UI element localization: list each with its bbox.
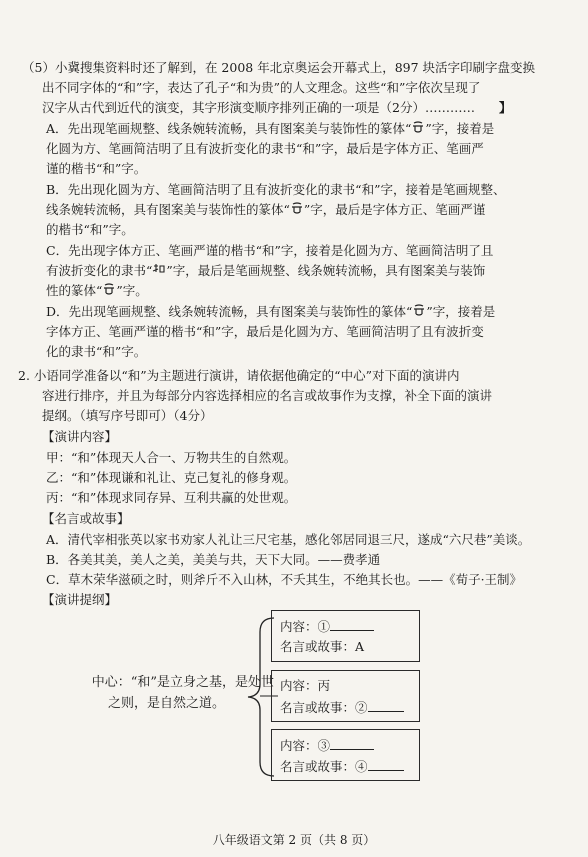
q2-line-3: 提纲。（填写序号即可）（4分） <box>42 408 213 423</box>
option-c-line-2 <box>46 262 485 279</box>
option-b-text-2: ”字，最后是字体方正、笔画严谨 <box>303 202 486 217</box>
option-b-line-1: B．先出现化圆为方、笔画简洁明了且有波折变化的隶书“和”字，接着是笔画规整、 <box>46 182 506 197</box>
quote-a: A．清代宰相张英以家书劝家人礼让三尺宅基，感化邻居同退三尺，遂成“六尺巷”美谈。 <box>46 532 531 547</box>
option-b-line-2 <box>46 201 485 218</box>
option-a-line-1 <box>46 120 494 137</box>
outline-box-1 <box>271 610 420 662</box>
content-yi: 乙：“和”体现谦和礼让、克己复礼的修身观。 <box>46 470 297 485</box>
option-d-text-1: D．先出现笔画规整、线条婉转流畅，具有图案美与装饰性的篆体“ <box>46 304 413 319</box>
q5-line-1: （5）小冀搜集资料时还了解到，在 2008 年北京奥运会开幕式上，897 块活字印刷字盘变换 <box>22 60 536 75</box>
box-2-quote-label: 名言或故事：② <box>280 700 368 715</box>
box-2-quote <box>280 698 404 716</box>
blank-1[interactable] <box>330 617 374 631</box>
content-jia: 甲：“和”体现天人合一、万物共生的自然观。 <box>46 450 297 465</box>
box-3-quote-label: 名言或故事：④ <box>280 759 368 774</box>
q5-line-2: 出不同字体的“和”字，表达了孔子“和为贵”的人文理念。这些“和”字依次呈现了 <box>42 80 481 95</box>
blank-4[interactable] <box>368 757 404 771</box>
clerical-script-glyph <box>152 262 166 274</box>
speech-content-heading: 【演讲内容】 <box>42 429 118 444</box>
seal-script-glyph <box>412 303 426 315</box>
quote-heading: 【名言或故事】 <box>42 511 130 526</box>
content-bing: 丙：“和”体现求同存异、互利共赢的处世观。 <box>46 490 297 505</box>
option-a-text-1: A．先出现笔画规整、线条婉转流畅，具有图案美与装饰性的篆体“ <box>46 121 412 136</box>
page-footer: 八年级语文第 2 页（共 8 页） <box>212 833 376 847</box>
box-3-quote <box>280 757 404 775</box>
q5-line-3: 汉字从古代到近代的演变，其字形演变顺序排列正确的一项是（2分）………… <box>42 100 475 115</box>
outline-box-3 <box>271 729 420 781</box>
seal-script-glyph <box>290 201 304 213</box>
box-3-content-label: 内容：③ <box>280 738 331 753</box>
option-c-text-1: 有波折变化的隶书“ <box>46 263 153 278</box>
option-c-text-3: 性的篆体“ <box>46 283 103 298</box>
seal-script-glyph <box>102 282 116 294</box>
outline-box-2 <box>271 670 420 722</box>
answer-bracket: 】 <box>499 100 512 115</box>
box-1-content-label: 内容：① <box>280 619 331 634</box>
option-c-text-2: ”字，最后是笔画规整、线条婉转流畅，具有图案美与装饰 <box>166 263 486 278</box>
q2-line-1: 2. 小语同学准备以“和”为主题进行演讲，请依据他确定的“中心”对下面的演讲内 <box>18 368 460 383</box>
outline-heading: 【演讲提纲】 <box>42 592 118 607</box>
box-3-content <box>280 736 374 754</box>
option-d-line-2: 字体方正、笔画严谨的楷书“和”字，最后是化圆为方、笔画简洁明了且有波折变 <box>46 324 484 339</box>
box-1-quote: 名言或故事：A <box>280 639 365 654</box>
option-c-text-4: ”字。 <box>116 283 148 298</box>
quote-b: B．各美其美，美人之美，美美与共，天下大同。——费孝通 <box>46 552 381 567</box>
option-d-line-1 <box>46 303 495 320</box>
outline-center-line-2: 之则，是自然之道。 <box>107 696 225 711</box>
quote-c: C．草木荣华滋硕之时，则斧斤不入山林，不夭其生，不绝其长也。——《荀子·王制》 <box>46 572 523 587</box>
option-d-text-2: ”字，接着是 <box>426 304 496 319</box>
option-b-text-1: 线条婉转流畅，具有图案美与装饰性的篆体“ <box>46 202 290 217</box>
blank-3[interactable] <box>330 736 374 750</box>
q2-line-2: 容进行排序，并且为每部分内容选择相应的名言或故事作为支撑，补全下面的演讲 <box>42 388 493 403</box>
option-c-line-3 <box>46 282 148 299</box>
option-b-line-3: 的楷书“和”字。 <box>46 222 134 237</box>
option-a-line-2: 化圆为方、笔画简洁明了且有波折变化的隶书“和”字，最后是字体方正、笔画严 <box>46 141 484 156</box>
box-1-content <box>280 617 374 635</box>
box-2-content: 内容：丙 <box>280 678 331 693</box>
option-a-text-2: ”字，接着是 <box>425 121 495 136</box>
outline-center-line-1: 中心：“和”是立身之基，是处世 <box>91 675 274 690</box>
blank-2[interactable] <box>368 698 404 712</box>
option-d-line-3: 化的隶书“和”字。 <box>46 344 147 359</box>
option-a-line-3: 谨的楷书“和”字。 <box>46 161 147 176</box>
seal-script-glyph <box>411 120 425 132</box>
option-c-line-1: C．先出现字体方正、笔画严谨的楷书“和”字，接着是化圆为方、笔画简洁明了且 <box>46 243 494 258</box>
